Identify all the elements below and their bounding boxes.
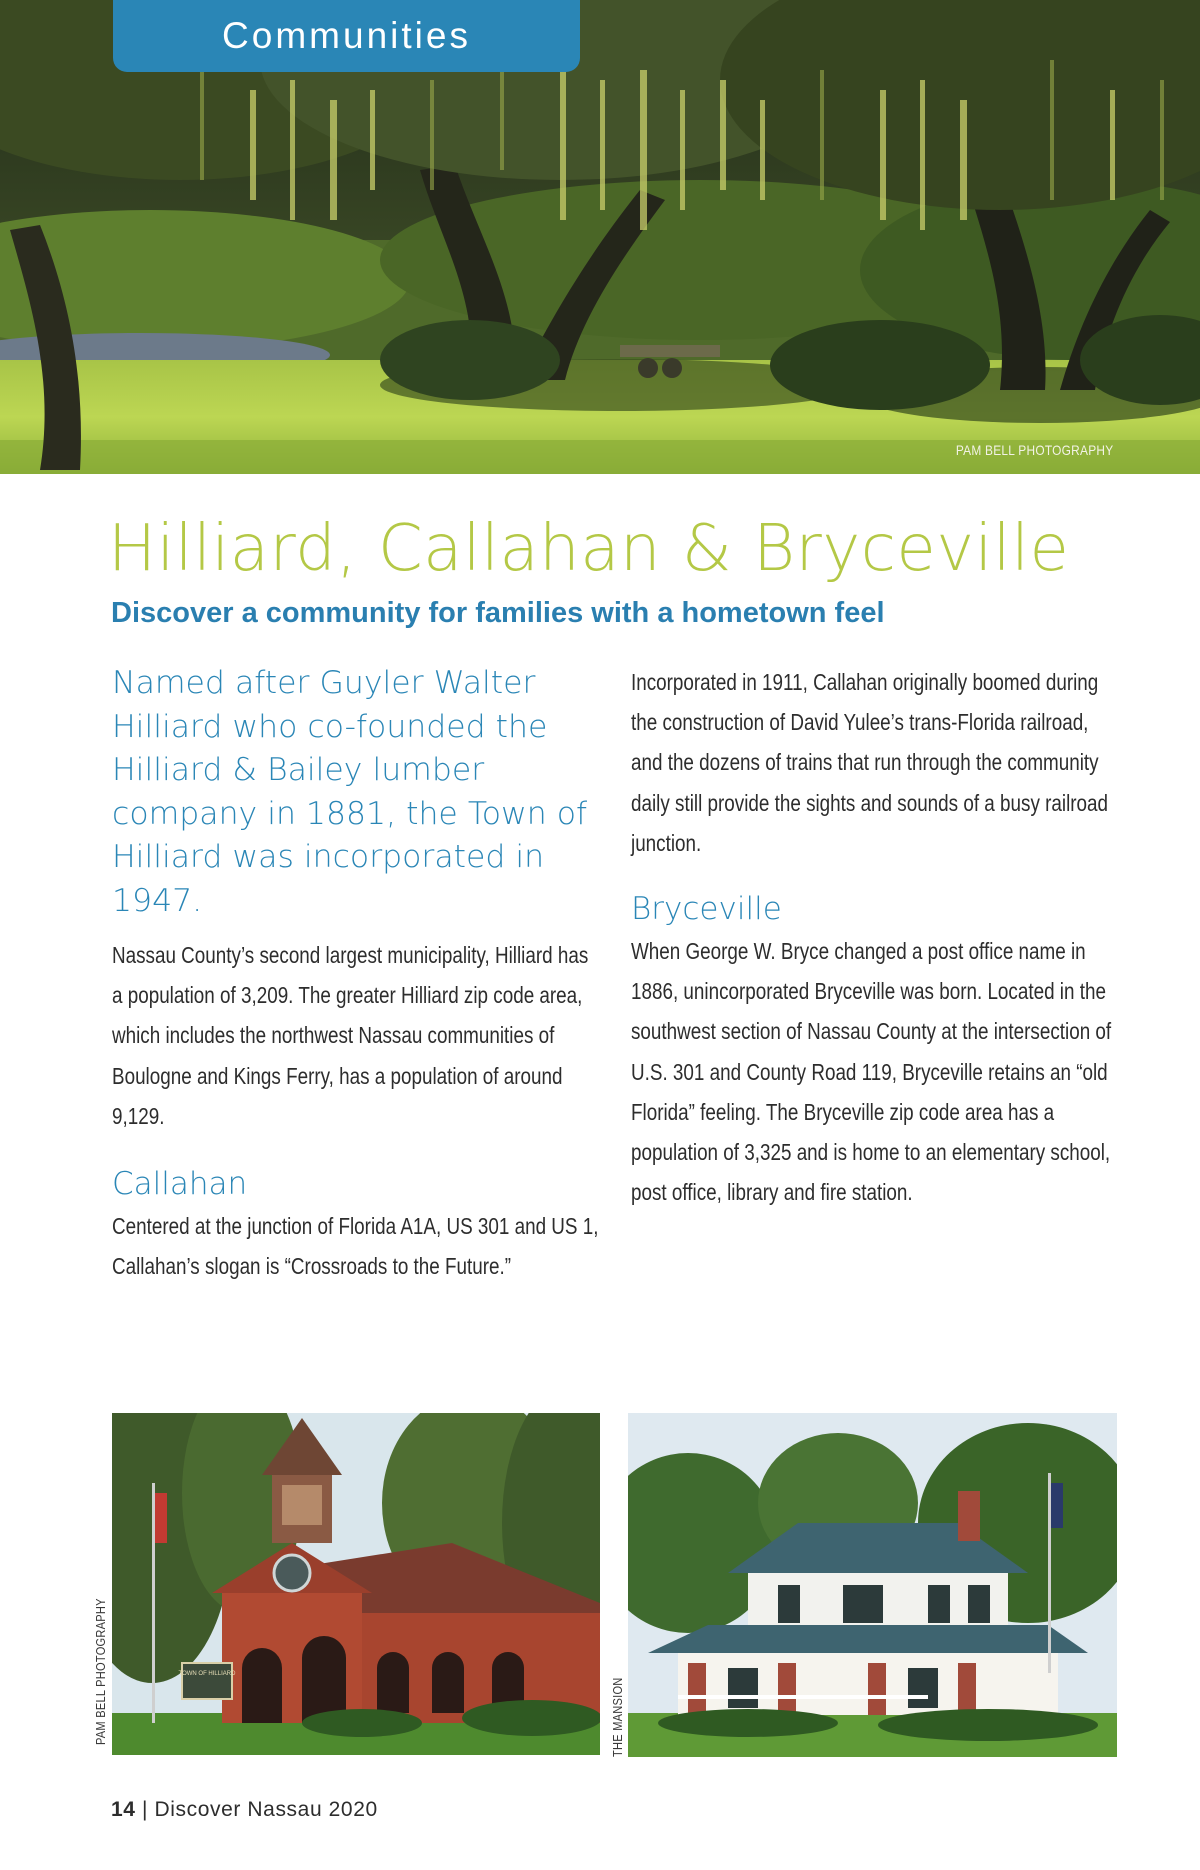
callahan-continued: Incorporated in 1911, Callahan originally boomed during the construction of David Yulee’s trans-Florida railroad, and the dozens of trains that run through the community daily still provide the sights and sounds of a busy railroad junction. xyxy=(631,669,1109,856)
page-footer xyxy=(111,1798,378,1822)
page-subtitle: Discover a community for families with a hometown feel xyxy=(111,597,885,629)
hero-photo xyxy=(0,0,1200,474)
town-hall-photo xyxy=(112,1413,600,1755)
publication-name: Discover Nassau 2020 xyxy=(154,1798,378,1821)
callahan-heading: Callahan xyxy=(112,1166,248,1203)
mansion-photo xyxy=(628,1413,1117,1757)
mansion-illustration xyxy=(628,1413,1117,1757)
callahan-body: Centered at the junction of Florida A1A, US 301 and US 1, Callahan’s slogan is “Crossroads to the Future.” xyxy=(112,1213,599,1280)
hilliard-lead: Named after Guyler Walter Hilliard who co-founded the Hilliard & Bailey lumber company in 1881, the Town of Hilliard was incorporated in 1947. xyxy=(112,665,588,919)
hero-photo-credit: PAM BELL PHOTOGRAPHY xyxy=(955,442,1113,458)
bryceville-heading: Bryceville xyxy=(631,891,782,928)
section-tab: Communities xyxy=(113,0,580,72)
mansion-photo-credit: THE MANSION xyxy=(610,1677,625,1757)
page-number: 14 xyxy=(111,1798,136,1821)
page-title: Hilliard, Callahan & Bryceville xyxy=(108,512,1070,586)
town-hall-illustration xyxy=(112,1413,600,1755)
footer-separator: | xyxy=(142,1798,149,1821)
town-hall-photo-credit: PAM BELL PHOTOGRAPHY xyxy=(93,1598,108,1745)
left-column xyxy=(112,662,602,1286)
right-column xyxy=(631,662,1111,1212)
town-sign-text: TOWN OF HILLIARD xyxy=(178,1671,236,1677)
bryceville-body: When George W. Bryce changed a post office name in 1886, unincorporated Bryceville was born. Located in the southwest section of Nassau County at the intersection of U.S. 301 and County Road 119, Bryceville retains an “old Florida” feeling. The Bryceville zip code area has a population of 3,325 and is home to an elementary school, post office, library and fire station. xyxy=(631,938,1112,1206)
hilliard-body: Nassau County’s second largest municipality, Hilliard has a population of 3,209. The greater Hilliard zip code area, which includes the northwest Nassau communities of Boulogne and Kings Ferry, has a population of around 9,129. xyxy=(112,942,589,1129)
